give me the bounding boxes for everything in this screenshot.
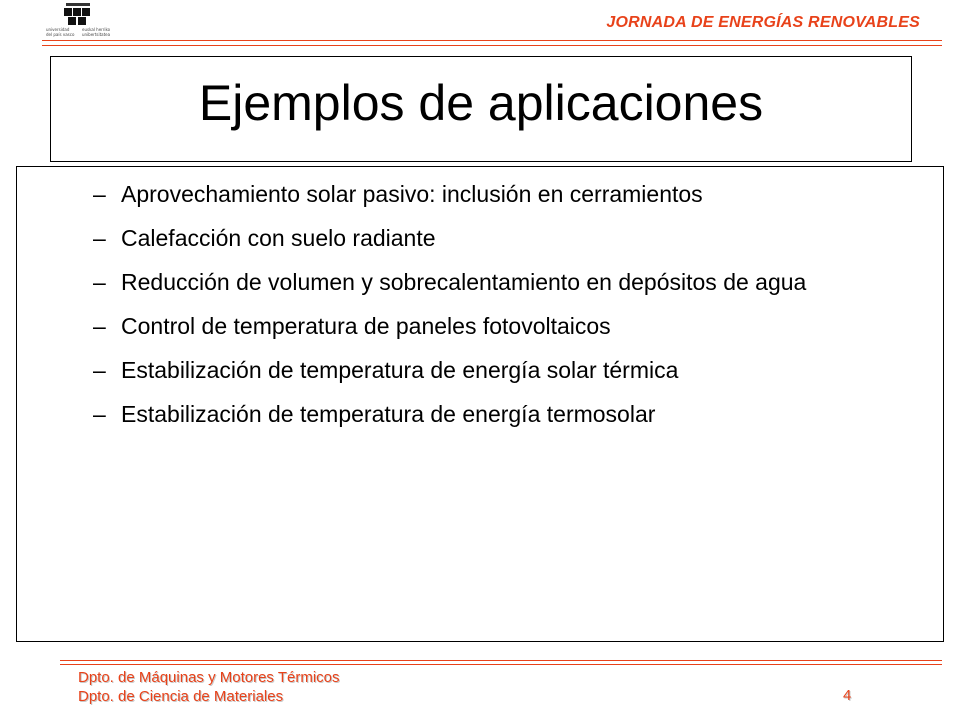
bullet-item [93, 179, 933, 209]
header-rule-2 [42, 45, 942, 46]
slide-title: Ejemplos de aplicaciones [198, 75, 764, 131]
content-box [16, 166, 944, 642]
footer-departments [78, 668, 340, 706]
footer-department-2: Dpto. de Ciencia de Materiales [78, 688, 284, 705]
bullet-dash: – [93, 313, 106, 339]
bullet-item [93, 399, 933, 429]
bullet-dash: – [93, 357, 106, 383]
bullet-dash: – [93, 225, 106, 251]
footer-department-1: Dpto. de Máquinas y Motores Térmicos [78, 669, 340, 686]
page-number: 4 [843, 687, 852, 704]
bullet-text: Estabilización de temperatura de energía termosolar [121, 401, 656, 427]
logo-text-4: unibertsitatea [82, 32, 111, 37]
bullet-text: Control de temperatura de paneles fotovoltaicos [121, 313, 611, 339]
footer-rule-1 [60, 660, 942, 661]
bullet-text: Reducción de volumen y sobrecalentamiento en depósitos de agua [121, 269, 807, 295]
title-box [50, 56, 912, 162]
bullet-dash: – [93, 401, 106, 427]
logo-text-2: del país vasco [46, 32, 75, 37]
bullet-text: Calefacción con suelo radiante [121, 225, 436, 251]
university-logo [42, 2, 114, 40]
bullet-dash: – [93, 269, 106, 295]
bullet-text: Aprovechamiento solar pasivo: inclusión en cerramientos [121, 181, 703, 207]
event-title: JORNADA DE ENERGÍAS RENOVABLES [606, 14, 920, 31]
logo-text-3: euskal herriko [82, 27, 111, 32]
header-rule-1 [42, 40, 942, 41]
bullet-text: Estabilización de temperatura de energía solar térmica [121, 357, 679, 383]
logo-text-1: universidad [46, 27, 70, 32]
bullet-item [93, 311, 933, 341]
bullet-item [93, 355, 933, 385]
bullet-item [93, 223, 933, 253]
footer-rule-2 [60, 664, 942, 665]
bullet-dash: – [93, 181, 106, 207]
bullet-list [93, 179, 933, 443]
bullet-item [93, 267, 933, 297]
